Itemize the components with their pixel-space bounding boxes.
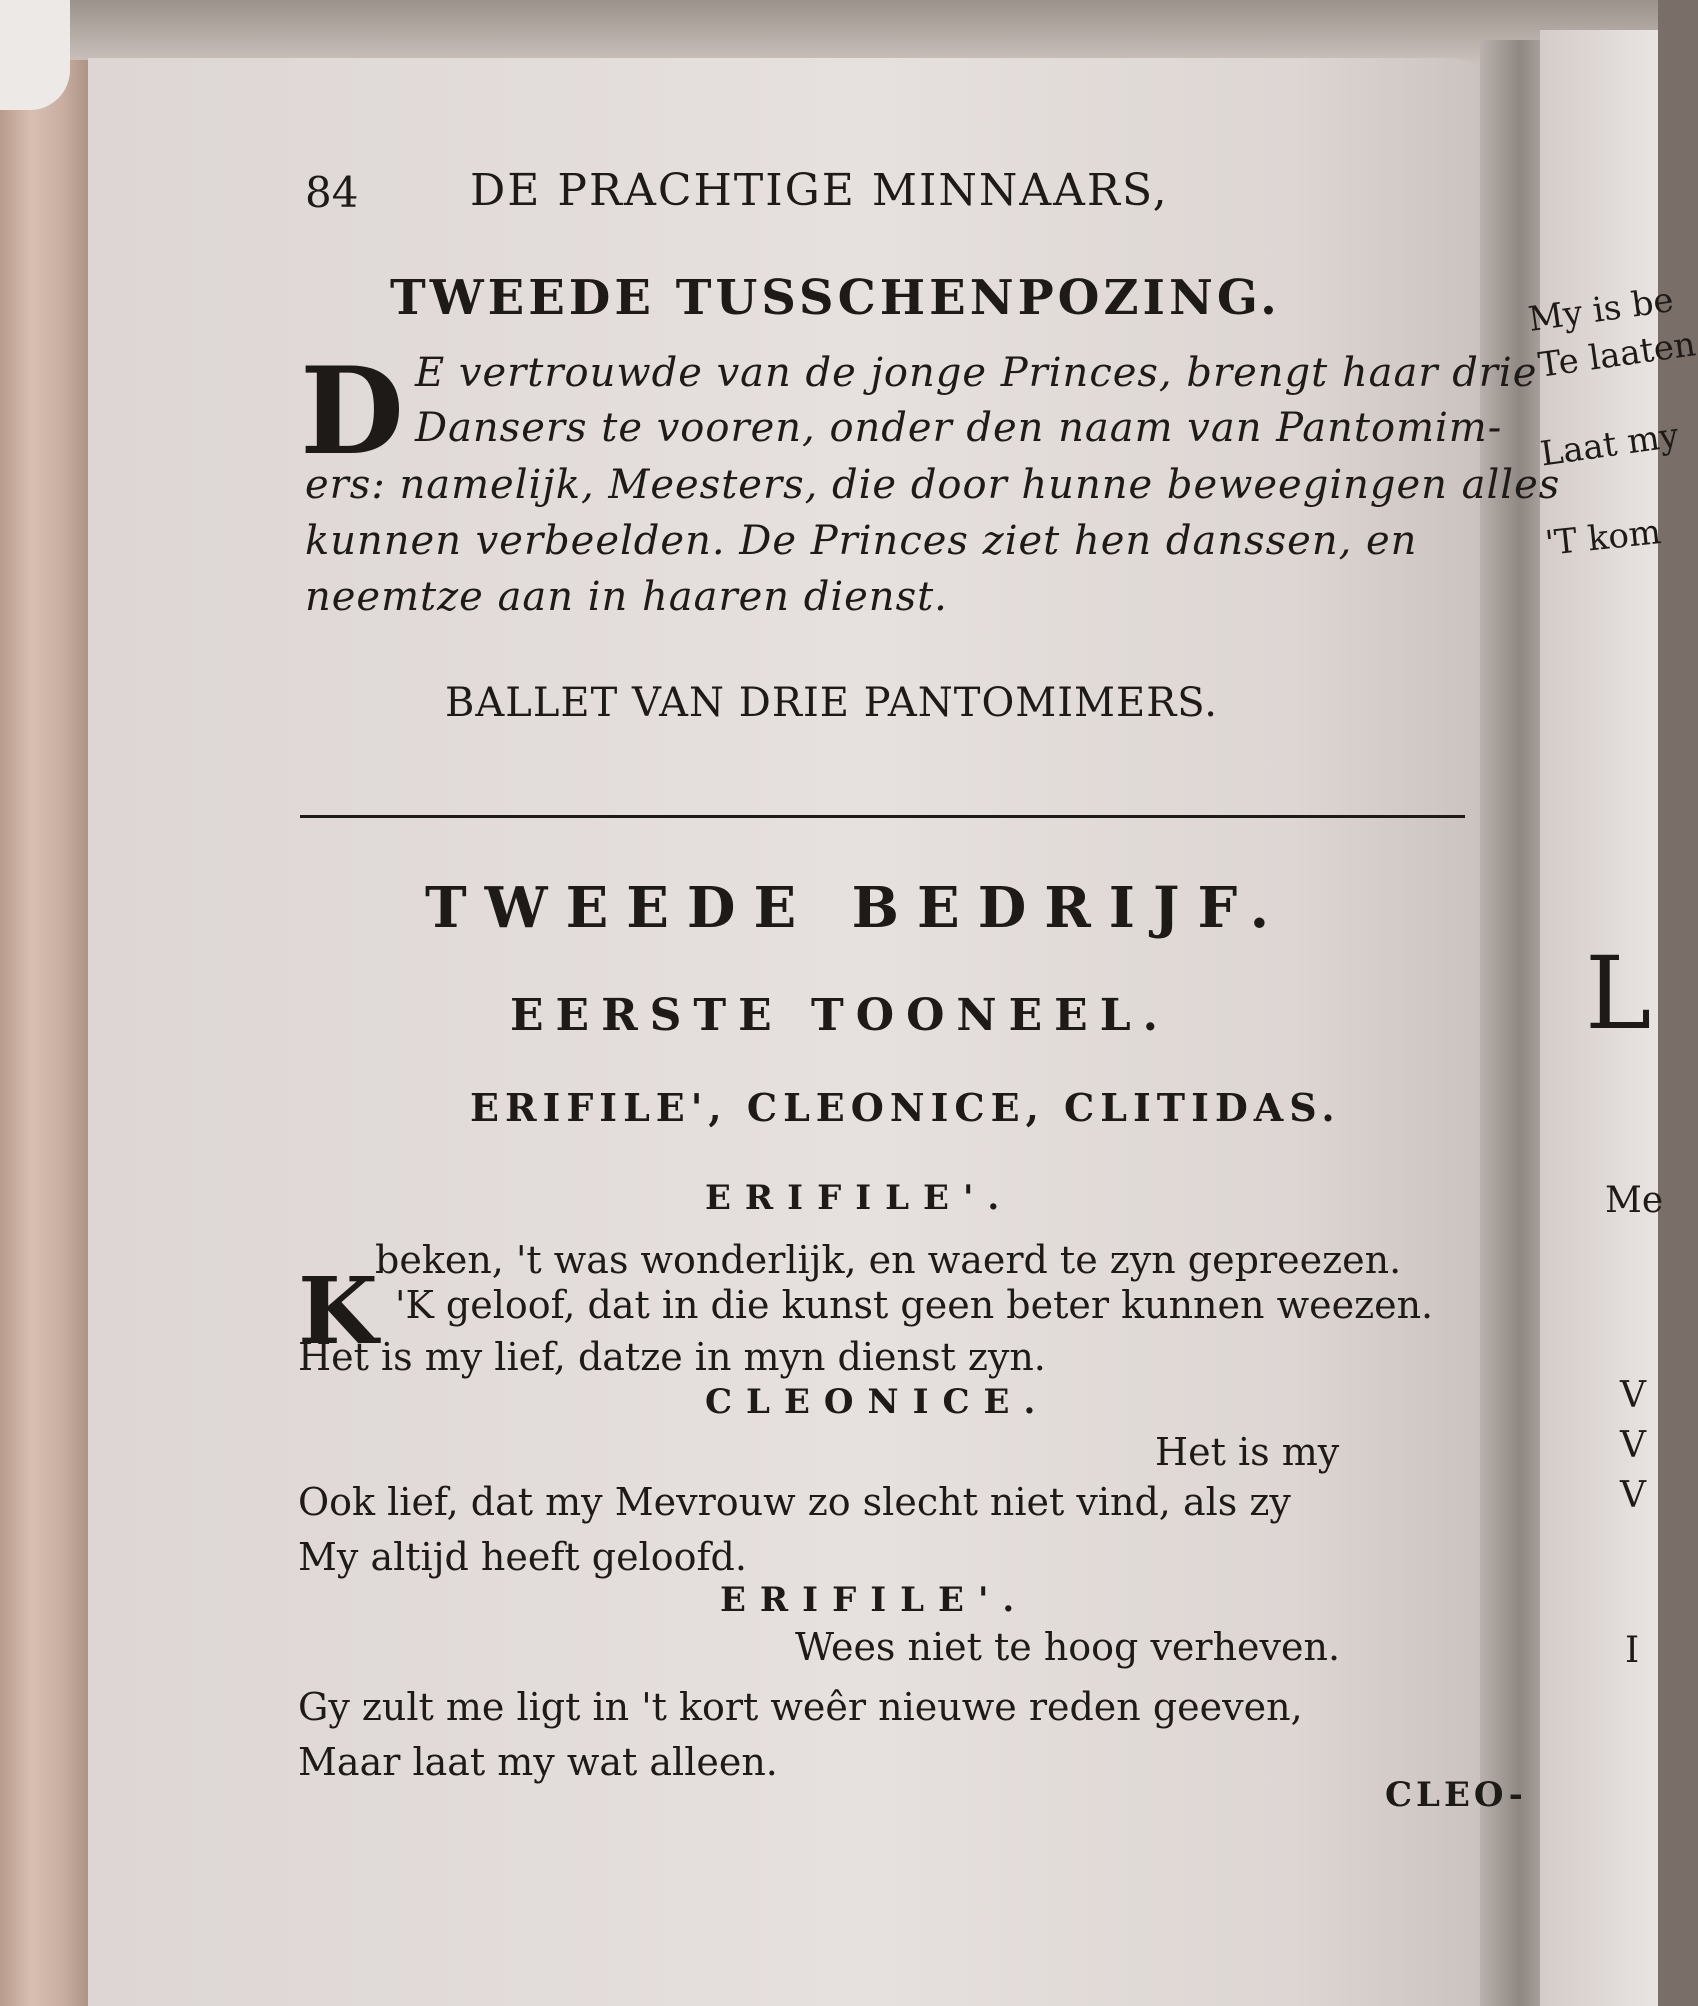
speaker-name: ERIFILE'. [705,1178,1014,1218]
cloth-corner [0,0,70,110]
description-line: neemtze aan in haaren dienst. [305,574,948,620]
catchword: CLEO- [1385,1775,1527,1815]
right-page-fragment: V [1620,1475,1646,1516]
page-number: 84 [305,168,359,217]
verse-line: Het is my lief, datze in myn dienst zyn. [298,1335,1046,1379]
description-line: E vertrouwde van de jonge Princes, brengt haar drie [415,350,1538,396]
verse-line: 'K geloof, dat in die kunst geen beter kunnen weezen. [395,1283,1434,1327]
speaker-name: CLEONICE. [705,1382,1050,1422]
drop-cap: D [300,341,405,482]
right-page-fragment: V [1620,1375,1646,1416]
right-page-fragment: 'T kom [1543,512,1663,564]
right-page-drop-cap: L [1585,935,1652,1052]
character-list: ERIFILE', CLEONICE, CLITIDAS. [470,1085,1341,1130]
verse-line: Gy zult me ligt in 't kort weêr nieuwe reden geeven, [298,1685,1303,1729]
interlude-title: TWEEDE TUSSCHENPOZING. [390,270,1281,326]
page-edges [0,60,90,2006]
running-head: DE PRACHTIGE MINNAARS, [470,165,1169,216]
speaker-name: ERIFILE'. [720,1580,1029,1620]
right-page-fragment: Laat my [1537,415,1682,475]
right-page-fragment: Te laaten [1535,324,1698,386]
verse-line: Het is my [1155,1430,1340,1474]
right-page-fragment: My is be [1525,280,1676,340]
scene-title: EERSTE TOONEEL. [510,990,1170,1041]
verse-line: Ook lief, dat my Mevrouw zo slecht niet vind, als zy [298,1480,1291,1524]
verse-line: My altijd heeft geloofd. [298,1535,747,1579]
act-title: TWEEDE BEDRIJF. [425,875,1288,941]
description-line: ers: namelijk, Meesters, die door hunne beweegingen alles [305,462,1561,508]
ballet-title: BALLET VAN DRIE PANTOMIMERS. [445,680,1218,726]
right-page-fragment: V [1620,1425,1646,1466]
right-page-fragment: I [1625,1630,1640,1671]
description-line: Dansers te vooren, onder den naam van Pantomim- [415,405,1503,451]
verse-line: Maar laat my wat alleen. [298,1740,778,1784]
section-rule [300,815,1465,818]
drop-cap: K [298,1257,378,1365]
right-page-fragment: Me [1605,1180,1664,1221]
verse-line: beken, 't was wonderlijk, en waerd te zyn gepreezen. [375,1238,1402,1282]
description-line: kunnen verbeelden. De Princes ziet hen danssen, en [305,518,1418,564]
verse-line: Wees niet te hoog verheven. [795,1625,1341,1669]
